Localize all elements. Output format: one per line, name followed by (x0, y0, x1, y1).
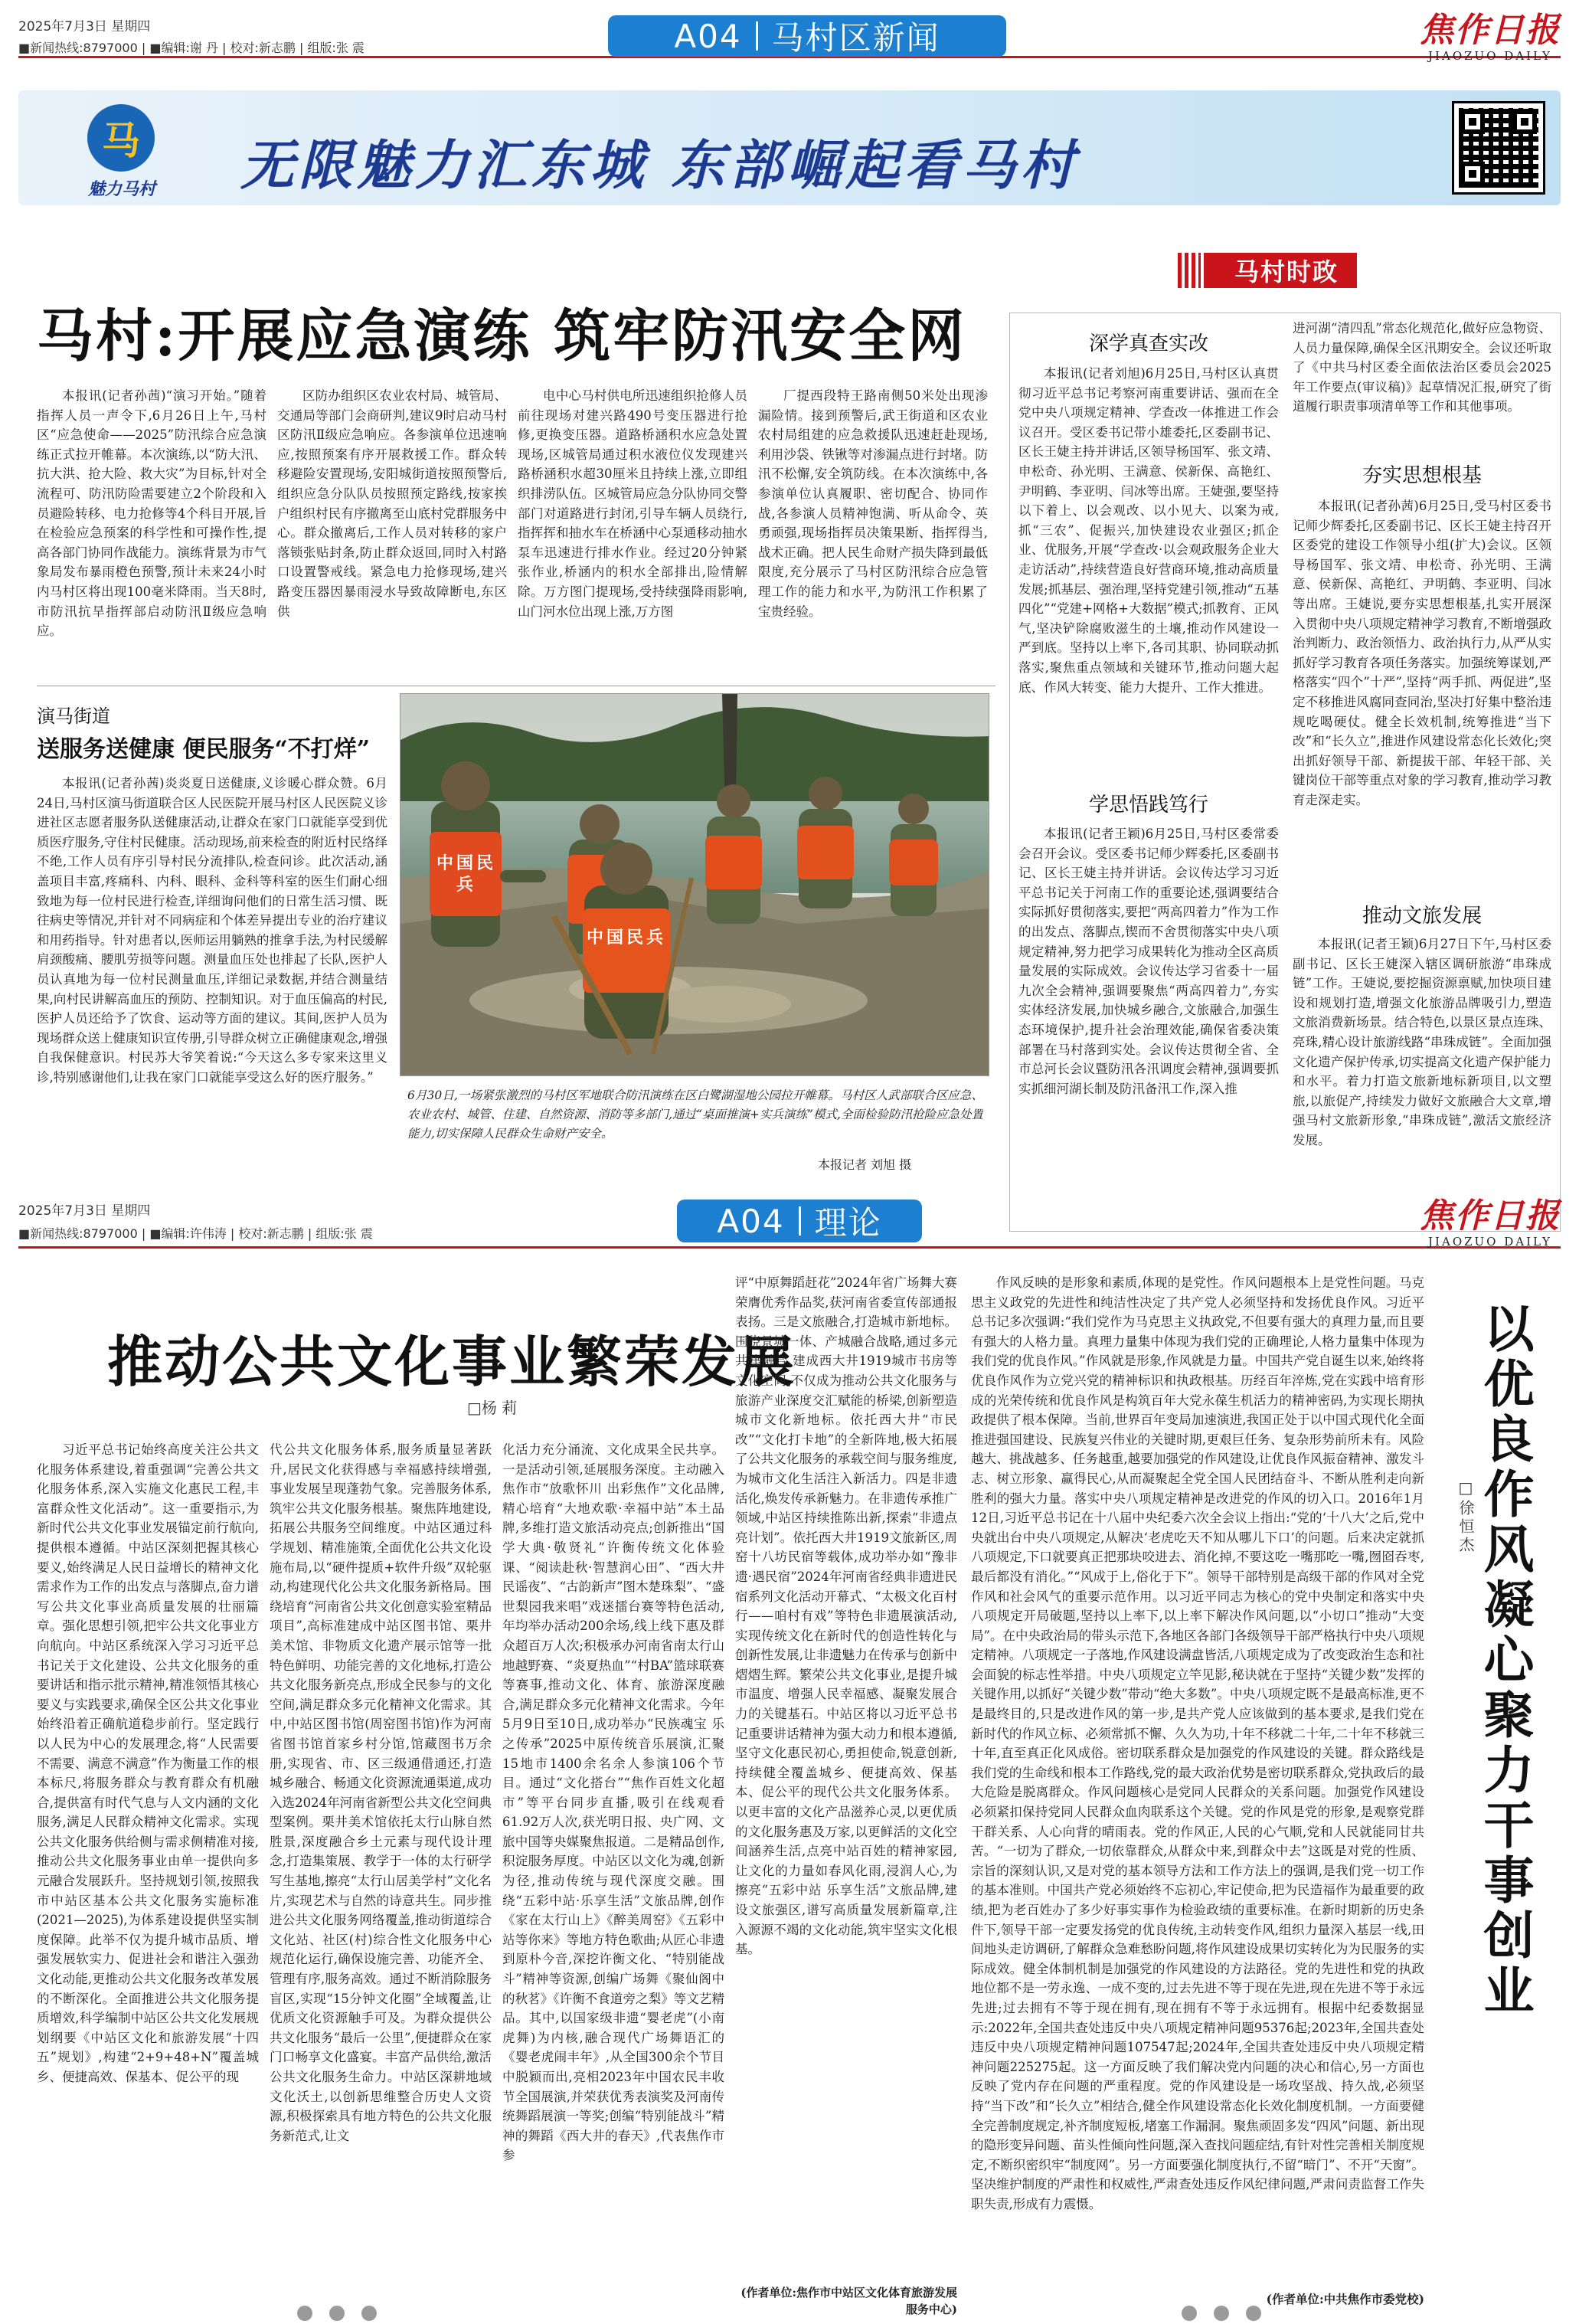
politics-column-tag: 马村时政 (1204, 253, 1357, 288)
vest-label: 中国民兵 (436, 854, 496, 895)
sidebar-text-4: 本报讯(记者王颖)6月27日下午,马村区委副书记、区长王婕深入辖区调研旅游“串珠成链”工作。王婕说,要挖掘资源禀赋,加快项目建设和规划打造,增强文化旅游品牌吸引力,塑造文旅消费新场景。结合特色,以景区景点连珠、亮珠,精心设计旅游线路“串珠成链”。全面加强文化遗产保护传承,切实提高文化遗产保护能力和水平。着力打造文旅新地标新项目,以文塑旅,以旅促产,持续发力做好文旅融合大文章,增强马村文旅新形象,“串珠成链”,激活文旅经济发展。 (1293, 937, 1551, 1147)
article2-title: 以优良作风凝心聚力干事创业 (1475, 1302, 1535, 2019)
sidebar-article-3 (1293, 496, 1551, 879)
sidebar-title-2: 学思悟践笃行 (1088, 794, 1208, 817)
logo-text: 焦作日报 (1420, 11, 1561, 50)
emblem-badge: 马 (87, 104, 155, 172)
street-article-body (37, 774, 387, 1226)
newspaper-logo (1420, 1196, 1561, 1249)
article1-author: □杨 莉 (467, 1399, 518, 1417)
district-banner (18, 90, 1561, 205)
page1-date: 2025年7月3日 星期四 (18, 19, 151, 34)
article2-text: 作风反映的是形象和素质,体现的是党性。作风问题根本上是党性问题。马克思主义政党的先进性和纯洁性决定了共产党人必须坚持和发扬优良作风。习近平总书记多次强调:“我们党作为马克思主义执政党,不但要有强大的真理力量,而且要有强大的人格力量。真理力量集中体现为我们党的正确理论,人格力量集中体现为我们党的优良作风。”作风就是形象,作风就是力量。中国共产党自诞生以来,始终将优良作风作为立党兴党的精神标识和执政根基。历经百年淬炼,党在实践中培育形成的光荣传统和优良作风是构筑百年大党永葆生机活力的精神密码,为实现长期执政提供了根本保障。当前,世界百年变局加速演进,我国正处于以中国式现代化全面推进强国建设、民族复兴伟业的关键时期,更艰巨任务、复杂形势前所未有。风险越大、挑战越多、任务越重,越要加强党的作风建设,让优良作风振奋精神、激发斗志、树立形象、赢得民心,从而凝聚起全党全国人民团结奋斗、不断从胜利走向新胜利的强大力量。落实中央八项规定精神是改进党的作风的切入口。2016年1月12日,习近平总书记在十八届中央纪委六次全会议上指出:“党的‘十八大’之后,党中央就出台中央八项规定,从解决‘老虎吃天不知从哪儿下口’的问题。后来决定就抓八项规定,下口就要真正把那块咬进去、消化掉,不要这吃一嘴那吃一嘴,囫囵吞枣,最后都没有消化。”“风成于上,俗化于下”。领导干部特别是高级干部的作风对全党作风和社会风气的重要示范作用。以习近平同志为核心的党中央制定和落实中央八项规定开局破题,坚持以上率下,以上率下解决作风问题,以“小切口”推动“大变局”。在中央政治局的带头示范下,各地区各部门各级领导干部严格执行中央八项规定精神。八项规定一子落地,作风建设满盘皆活,八项规定成为了改变政治生态和社会面貌的标志性举措。中央八项规定立竿见影,秘诀就在于坚持“关键少数”发挥的关键作用,以抓好“关键少数”带动“绝大多数”。中央八项规定既不是最高标准,更不是最终目的,只是改进作风的第一步,是共产党人应该做到的基本要求,是我们党在新时代的作风立标、必须常抓不懈、久久为功,十年不移就二十年,二十年不移就三十年,直至真正化风成俗。密切联系群众是加强党的作风建设的关键。群众路线是我们党的生命线和根本工作路线,党的最大政治优势是密切联系群众,党执政后的最大危险是脱离群众。作风问题核心是党同人民群众的关系问题。加强党作风建设必须紧扣保持党同人民群众血肉联系这个关键。党的作风是党的形象,是观察党群干群关系、人心向背的晴雨表。党的作风正,人民的心气顺,党和人民就能同甘共苦。“一切为了群众,一切依靠群众,从群众中来,到群众中去”这既是对党的性质、宗旨的深刻认识,又是对党的基本领导方法和工作方法上的强调,是我们党一切工作的基本准则。中国共产党必须始终不忘初心,牢记使命,把为民造福作为最重要的政绩,把为老百姓办了多少好事实事作为检验政绩的重要标准。在新时期新的历史条件下,领导干部一定要发扬党的优良传统,主动转变作风,组织力量深入基层一线,田间地头走访调研,了解群众急难愁盼问题,将作风建设成果切实转化为为民服务的实际成效。健全体制机制是加强党的作风建设的方法路径。党的先进性和党的执政地位都不是一劳永逸、一成不变的,过去先进不等于现在先进,现在先进不等于永远先进;过去拥有不等于现在拥有,现在拥有不等于永远拥有。根据中纪委数据显示:2022年,全国共查处违反中央八项规定精神问题95376起;2023年,全国共查处违反中央八项规定精神问题107547起;2024年,全国共查处违反中央八项规定精神问题225275起。这一方面反映了我们解决党内问题的决心和信心,另一方面也反映了党内存在问题的严重程度。党的作风建设是一场攻坚战、持久战,必须坚持“当下改”和“长久立”相结合,健全作风建设常态化长效化制度机制。一方面要健全完善制度规定,补齐制度短板,堵塞工作漏洞。聚焦顽固多发“四风”问题、新出现的隐形变异问题、苗头性倾向性问题,深入查找问题症结,有针对性完善相关制度规定,不断织密织牢“制度网”。另一方面要强化制度执行,不留“暗门”、不开“天窗”。坚决维护制度的严肃性和权威性,严肃查处违反作风纪律问题,严肃问责监督工作失职失责,形成有力震慑。 (971, 1275, 1424, 2211)
banner-slogan: 无限魅力汇东城 东部崛起看马村 (240, 133, 1079, 197)
page2-section-code: A04 (717, 1202, 785, 1240)
sidebar-text-3: 本报讯(记者孙茜)6月25日,受马村区委书记师少辉委托,区委副书记、区长王婕主持召开区委党的建设工作领导小组(扩大)会议。区领导杨国军、张文靖、申松奇、孙光明、王满意、侯新保、高艳红、尹明鹤、李亚明、闫冰等出席。王婕说,要夯实思想根基,扎实开展深入贯彻中央八项规定精神学习教育,不断增强政治判断力、政治领悟力、政治执行力,从严从实抓好学习教育各项任务落实。加强统筹谋划,严格落实“四个”十严”,坚持“两手抓、两促进”,坚定不移推进风腐同查同治,坚决打好集中整治违规吃喝硬仗。健全长效机制,统筹推进“当下改”和“长久立”,推进作风建设常态化长效化;突出抓好领导干部、新提拔干部、年轻干部、关键岗位干部等重点对象的学习教育,推动学习教育走深走实。 (1293, 499, 1551, 807)
logo-en: JIAOZUO DAILY (1428, 49, 1552, 63)
page1-header (18, 11, 1561, 63)
sidebar-article-4 (1293, 935, 1551, 1226)
logo-en: JIAOZUO DAILY (1428, 1235, 1552, 1249)
page2-section-pill (677, 1200, 922, 1242)
street-text: 本报讯(记者孙茜)炎炎夏日送健康,义诊暖心群众赞。6月24日,马村区演马街道联合区人民医院开展马村区人民医院义诊进社区志愿者服务队送健康活动,让群众在家门口就能享受到优质医疗服务,守住村民健康。活动现场,前来检查的附近村民络绎不绝,工作人员有序引导村民分流排队,检查问诊。此次活动,涵盖项目丰富,疼痛科、内科、眼科、金科等科室的医生们耐心细致地为每一位村民进行检查,详细询问他们的日常生活习惯、既往病史等情况,并针对不同病症和个体差异提出专业的治疗建议和用药指导。针对患者以,医师运用躺熟的推拿手法,为村民缓解肩颈酸痛、腰肌劳损等问题。测量血压处也排起了长队,医护人员认真地为每一位村民测量血压,详细记录数据,并结合测量结果,向村民讲解高血压的预防、控制知识。对于血压偏高的村民,医护人员还给予了饮食、运动等方面的建议。其间,医护人员为现场群众送上健康知识宣传册,引导群众树立正确健康观念,增强自我保健意识。村民苏大爷笑着说:“今天这么多专家来这里义诊,特别感谢他们,让我在家门口就能享受这么好的医疗服务。” (37, 776, 387, 1085)
photo-caption: 6月30日,一场紧张激烈的马村区军地联合防汛演练在区白鹭湖湿地公园拉开帷幕。马村区人武部联合区应急、农业农村、城管、住建、自然资源、消防等多部门,通过“桌面推演+实兵演练”模式,全面检验防汛抢险应急处置能力,切实保障人民群众生命财产安全。 (407, 1088, 983, 1141)
page2-meta: ■新闻热线:8797000 | ■编辑:许伟涛 | 校对:新志鹏 | 组版:张 震 (18, 1226, 373, 1241)
sidebar-title-3: 夯实思想根基 (1362, 464, 1482, 487)
flood-text-1: 本报讯(记者孙茜)“演习开始。”随着指挥人员一声令下,6月26日上午,马村区“应急使命——2025”防汛综合应急演练正式拉开帷幕。本次演练,以“防大汛、抗大洪、抢大险、救大灾”为目标,针对全流程可、防汛防险需要建立2个阶段和入员避险转移、电力抢修等4个科目开展,旨在检验应急预案的科学性和可操作性,提高各部门协同作战能力。演练背景为市气象局发布暴雨橙色预警,预计未来24小时内马村区将出现100毫米降雨。当天8时,市防汛抗旱指挥部启动防汛Ⅱ级应急响应。 (37, 388, 266, 639)
page-dot[interactable] (297, 2306, 312, 2321)
article1-col3 (502, 1440, 724, 2306)
sidebar-title-4: 推动文旅发展 (1362, 905, 1482, 928)
flood-article-col2 (277, 386, 507, 681)
article1-author-unit: (作者单位:焦作市中站区文化体育旅游发展服务中心) (740, 2286, 957, 2316)
emblem-caption: 魅力马村 (87, 179, 155, 199)
street-kicker: 演马街道 (37, 705, 110, 727)
page1-section-name: 马村区新闻 (771, 19, 940, 57)
qr-code-icon[interactable] (1452, 101, 1545, 195)
flood-text-4: 厂提西段特王路南侧50米处出现渗漏险情。接到预警后,武王街道和区农业农村局组建的应急救援队迅速赶赴现场,利用沙袋、铁锹等对渗漏点进行封堵。防汛不松懈,安全筑防线。在本次演练中,各参演单位认真履职、密切配合、协同作战,各参演人员精神饱满、听从命令、英勇顽强,现场指挥员决策果断、指挥得当,战术正确。把人民生命财产损失降到最低限度,充分展示了马村区防汛综合应急管理工作的能力和水平,为防汛工作积累了宝贵经验。 (758, 388, 988, 619)
page-dot[interactable] (1214, 2306, 1229, 2321)
divider (799, 1206, 801, 1236)
page2-section-name: 理论 (814, 1204, 882, 1242)
main-headline: 马村:开展应急演练 筑牢防汛安全网 (37, 303, 967, 369)
page-indicator[interactable] (1182, 2306, 1261, 2321)
sidebar-text-2: 本报讯(记者王颖)6月25日,马村区委常委会召开会议。受区委书记师少辉委托,区委副书记、区长王婕主持并讲话。会议传达学习习近平总书记关于河南工作的重要论述,强调要结合实际抓好贯彻落实,要把“两高四着力”作为工作的出发点、落脚点,锲而不舍贯彻落实中央八项规定精神,努力把学习成果转化为推动全区高质量发展的实际成效。会议传达学习省委十一届九次全会精神,强调要聚焦“两高四着力”,夯实实体经济发展,加快城乡融合,文旅融合,加强生态环境保护,提升社会治理效能,确保省委决策部署在马村落到实处。会议传达贯彻全省、全市总河长会议暨防汛各汛调度会精神,强调要抓实抓细河湖长制及防汛备汛工作,深入推 (1018, 826, 1279, 1096)
page-dot[interactable] (361, 2306, 377, 2321)
flood-article-col1 (37, 386, 266, 681)
district-emblem (64, 104, 179, 199)
sidebar-article-2-cont (1293, 319, 1551, 434)
flood-article-col4 (758, 386, 988, 681)
flood-drill-photo (400, 693, 989, 1076)
page2-header (18, 1195, 1561, 1249)
sidebar-article-2 (1018, 824, 1279, 1223)
page1-section-pill (608, 15, 1006, 57)
article1-col2 (270, 1440, 492, 2306)
page-dot[interactable] (1246, 2306, 1261, 2321)
newspaper-logo (1420, 11, 1561, 63)
article1-text-3: 化活力充分涌流、文化成果全民共享。一是活动引领,延展服务深度。主动融入焦作市“放歌怀川 出彩焦作”文化品牌,精心培育“大地欢歌·幸福中站”本土品牌,多维打造文旅活动亮点;创新推出“国学大典·敬贤礼”许衡传统文化体验课、“阅读赴秋·智慧润心田”、“西大井民谣夜”、“古韵新声”图木楚珠梨”、“盛世梨园我来唱”戏迷擂台赛等特色活动,年均举办活动200余场,线上线下惠及群众超百万人次;积极承办河南省南太行山地越野赛、“炎夏热血”“村BA”篮球联赛等赛事,推动文化、体育、旅游深度融合,满足群众多元化精神文化需求。今年5月9日至10日,成功举办“民族魂宝 乐之传承”2025中原传统音乐展演,汇聚15地市1400余名余人参演106个节目。通过“文化搭台”“焦作百姓文化超市”等平台同步直播,吸引在线观看61.92万人次,获光明日报、央广网、文旅中国等央媒聚焦报道。二是精品创作,积淀服务厚度。中站区以文化为魂,创新为径,推动传统与现代深度交融。围绕“五彩中站·乐享生活”文旅品牌,创作《家在太行山上》《醉美周窑》《五彩中站等你来》等地方特色歌曲;从匠心非遗到原朴今音,深挖许衡文化、“特别能战斗”精神等资源,创编广场舞《聚仙阁中的秋茗》《许衡不食道旁之梨》等文艺精品。其中,以国家级非遗“婴老虎”(小南虎舞)为内核,融合现代广场舞语汇的《婴老虎闹丰年》,从全国300余个节目中脱颖而出,亮相2023年中国农民丰收节全国展演,并荣获优秀表演奖及河南传统舞蹈展演一等奖;创编“特别能战斗”精神的舞蹈《西大井的春天》,代表焦作市参 (502, 1442, 724, 2163)
page-dot[interactable] (329, 2306, 345, 2321)
article1-text-2: 代公共文化服务体系,服务质量显著跃升,居民文化获得感与幸福感持续增强,事业发展呈现蓬勃气象。完善服务体系,筑牢公共文化服务根基。聚焦阵地建设,拓展公共服务空间维度。中站区通过科学规划、精准施策,全面优化公共文化设施布局,以“硬件提质+软件升级”双轮驱动,构建现代化公共文化服务新格局。围绕培育“河南省公共文化创意实验室精品项目”,高标准建成中站区图书馆、栗井美术馆、非物质文化遗产展示馆等一批特色鲜明、功能完善的文化地标,打造公共文化服务新亮点,形成全民参与的文化空间,满足群众多元化精神文化需求。其中,中站区图书馆(周窑图书馆)作为河南省图书馆首家乡村分馆,馆藏图书万余册,实现省、市、区三级通借通还,打造城乡融合、畅通文化资源流通渠道,成功入选2024年河南省新型公共文化空间典型案例。栗井美术馆依托太行山脉自然胜景,深度融合乡土元素与现代设计理念,打造集策展、教学于一体的太行研学写生基地,擦亮“太行山居美学村”文化名片,实现艺术与自然的诗意共生。同步推进公共文化服务网络覆盖,推动街道综合文化站、社区(村)综合性文化服务中心规范化运行,确保设施完善、功能齐全、管理有序,服务高效。通过不断消除服务盲区,实现“15分钟文化圈”全域覆盖,让优质文化资源触手可及。为群众提供公共文化服务“最后一公里”,便捷群众在家门口畅享文化盛宴。丰富产品供给,激活公共文化服务生命力。中站区深耕地域文化沃土,以创新思维整合历史人文资源,积极探索具有地方特色的公共文化服务新范式,让文 (270, 1442, 492, 2143)
article2-author-unit: (作者单位:中共焦作市委党校) (1266, 2292, 1424, 2306)
page-dot[interactable] (1182, 2306, 1197, 2321)
sidebar-text-cont: 进河湖“清四乱”常态化规范化,做好应急物资、人员力量保障,确保全区汛期安全。会议还听取了《中共马村区委全面依法治区委员会2025年工作要点(审议稿)》起草情况汇报,研究了街道履行职责事项清单等工作和其他事项。 (1293, 321, 1551, 414)
divider (756, 21, 758, 51)
flood-article-col3 (518, 386, 747, 681)
street-headline: 送服务送健康 便民服务“不打烊” (37, 736, 370, 763)
article1-col4 (735, 1273, 957, 2283)
page2-date: 2025年7月3日 星期四 (18, 1203, 151, 1219)
flood-text-2: 区防办组织区农业农村局、城管局、交通局等部门会商研判,建议9时启动马村区防汛Ⅱ级应急响应。各参演单位迅速响应,按照预案有序开展救援工作。群众转移避险安置现场,安阳城街道按照预警后,组织应急分队队员按照预定路线,按家挨户组织村民有序撤离至山底村党群服务中心。群众撤离后,工作人员对转移的家户落锁张贴封条,防止群众返回,同时入村路口设置警戒线。紧急电力抢修现场,建兴路变压器因暴雨浸水导致故障断电,东区供 (277, 388, 507, 619)
article2-author: □徐恒杰 (1456, 1478, 1475, 1555)
vest-label: 中国民兵 (586, 928, 666, 948)
article1-text-4: 评“中原舞蹈赶花”2024年省广场舞大赛荣膺优秀作品奖,获河南省委宣传部通报表扬。三是文旅融合,打造城市新地标。围绕景城一体、产城融合战略,通过多元共建融合,建成西大井1919城市书房等文化空间,不仅成为推动公共文化服务与旅游产业深度交汇赋能的桥梁,创新塑造城市文化新地标。依托西大井“市民改”“文化打卡地”的全新阵地,极大拓展了公共文化服务的承载空间与服务维度,为城市文化生活注入新活力。四是非遗活化,焕发传承新魅力。在非遗传承推广领域,中站区持续推陈出新,探索“非遗点亮计划”。依托西大井1919文旅新区,周窑十八坊民宿等载体,成功举办如“豫非遗·遇民宿”2024年河南省经典非遗进民宿系列文化活动开幕式、“太极文化百村行——咱村有戏”等特色非遗展演活动,实现传统文化在新时代的创造性转化与创新性发展,让非遗魅力在传承与创新中熠熠生辉。繁荣公共文化事业,是提升城市温度、增强人民幸福感、凝聚发展合力的关键基石。中站区将以习近平总书记重要讲话精神为强大动力和根本遵循,坚守文化惠民初心,勇担使命,锐意创新,持续健全覆盖城乡、便捷高效、保基本、促公平的现代公共文化服务体系。以更丰富的文化产品滋养心灵,以更优质的文化服务惠及万家,以更鲜活的文化空间涵养生活,点亮中站百姓的精神家园,让文化的力量如春风化雨,浸润人心,为擦亮“五彩中站 乐享生活”文旅品牌,建设文旅强区,谱写高质量发展新篇章,注入源源不竭的文化动能,筑牢坚实文化根基。 (735, 1275, 957, 1957)
article1-col1 (37, 1440, 259, 2306)
page1-meta: ■新闻热线:8797000 | ■编辑:谢 丹 | 校对:新志鹏 | 组版:张 震 (18, 41, 365, 55)
sidebar-title-1: 深学真查实改 (1088, 332, 1208, 355)
page-indicator[interactable] (297, 2306, 377, 2321)
logo-text: 焦作日报 (1420, 1196, 1561, 1236)
sidebar-text-1: 本报讯(记者刘旭)6月25日,马村区认真贯彻习近平总书记考察河南重要讲话、强而在全党中央八项规定精神、学查改一体推进工作会议召开。受区委书记带小雄委托,区委副书记、区长王婕主持并讲话,区领导杨国军、张文靖、申松奇、孙光明、王满意、侯新保、高艳红、尹明鹤、李亚明、闫冰等出席。王婕强,要坚持以下着上、以会观改、以小见大、以案为戒,抓“三农”、促振兴,加快建设农业强区;抓企业、优服务,开展“学查改·以会观政服务企业大走访活动”,持续营造良好营商环境,推动高质量发展;抓基层、强治理,坚持党建引领,推动“五基四化”“党建+网格+大数据”模式;抓教育、正风气,坚决铲除腐败滋生的土壤,推动作风建设一严到底。坚持以上率下,各司其职、协同联动抓落实,聚焦重点领域和关键环节,推动问题大起底、作风大转变、能力大提升、工作大推进。 (1018, 366, 1279, 695)
article1-text-1: 习近平总书记始终高度关注公共文化服务体系建设,着重强调“完善公共文化服务体系,深入实施文化惠民工程,丰富群众性文化活动”。这一重要指示,为新时代公共文化事业发展锚定前行航向,提供根本遵循。中站区深刻把握其核心要义,始终满足人民日益增长的精神文化需求作为工作的出发点与落脚点,奋力谱写公共文化事业高质量发展的壮丽篇章。强化思想引领,把牢公共文化事业方向航向。中站区系统深入学习习近平总书记关于文化建设、公共文化服务的重要讲话和指示批示精神,精准领悟其核心要义与实践要求,确保全区公共文化事业始终沿着正确航道稳步前行。坚定践行以人民为中心的发展理念,将“人民需要不需要、满意不满意”作为衡量工作的根本标尺,将服务群众与教育群众有机融合,提供富有时代气息与人文内涵的文化服务,满足人民群众精神文化需求。实现公共文化服务供给侧与需求侧精准对接,推动公共文化服务事业由单一提供向多元融合发展跃升。坚持规划引领,按照我市中站区基本公共文化服务实施标准(2021—2025),为体系建设提供坚实制度保障。此举不仅为提升城市品质、增强发展软实力、促进社会和谐注入强劲文化动能,更推动公共文化服务改革发展的不断深化。全面推进公共文化服务提质增效,科学编制中站区公共文化发展规划纲要《中站区文化和旅游发展“十四五”规划》,构建“2+9+48+N”覆盖城乡、便捷高效、保基本、促公平的现 (37, 1442, 259, 2084)
sidebar-article-1 (1018, 364, 1279, 777)
article1-title: 推动公共文化事业繁荣发展 (107, 1329, 797, 1394)
article2-body (971, 1273, 1424, 2283)
flood-text-3: 电中心马村供电所迅速组织抢修人员前往现场对建兴路490号变压器进行抢修,更换变压器。道路桥涵积水应急处置现场,区城管局通过积水液位仪发现建兴路桥涵积水超30厘米且持续上涨,立即组织排涝队伍。区城管局应急分队协同交警部门对道路进行封闭,引导车辆人员绕行,指挥挥和抽水车在桥涵中心泵通移动抽水泵车迅速进行排水作业。经过20分钟紧张作业,桥涵内的积水全部排出,险情解除。万方图门提现场,受持续强降雨影响,山门河水位出现上涨,万方图 (518, 388, 747, 619)
page1-section-code: A04 (674, 17, 742, 55)
photo-credit: 本报记者 刘旭 摄 (818, 1157, 912, 1172)
